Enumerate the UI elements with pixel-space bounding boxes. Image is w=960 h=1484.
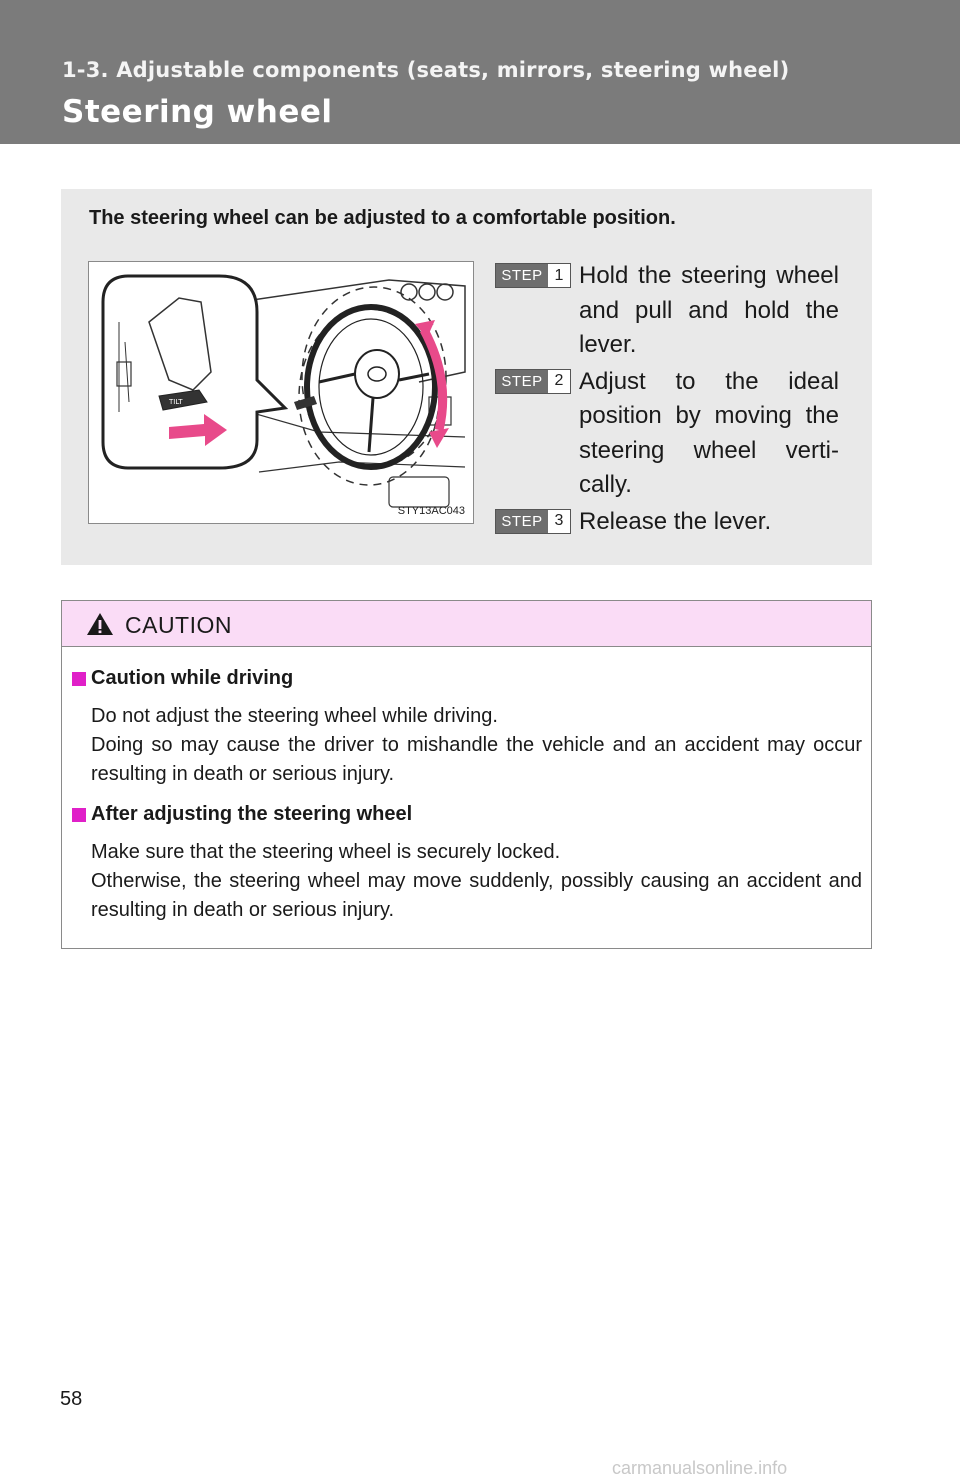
caution-item-text — [91, 838, 862, 925]
caution-item-heading — [72, 803, 862, 826]
step-badge-label: STEP — [496, 370, 548, 393]
step-badge-label: STEP — [496, 510, 548, 533]
caution-item-text — [91, 702, 862, 789]
caution-box — [61, 600, 872, 949]
step-badge — [495, 509, 571, 534]
caution-body — [62, 647, 871, 925]
caution-heading-text: After adjusting the steering wheel — [91, 803, 413, 825]
step-badge-number: 2 — [554, 372, 564, 389]
page-number: 58 — [60, 1388, 83, 1410]
caution-line: Make sure that the steering wheel is securely locked. — [91, 841, 561, 863]
step-item — [495, 505, 839, 540]
lever-label: TILT — [169, 398, 183, 406]
caution-heading-text: Caution while driving — [91, 667, 294, 689]
warning-icon — [86, 612, 114, 636]
step-badge — [495, 263, 571, 288]
step-item — [495, 365, 839, 503]
step-text: Hold the steering wheel and pull and hold the lever. — [579, 262, 839, 358]
intro-text: The steering wheel can be adjusted to a comfortable position. — [89, 207, 676, 229]
step-text: Release the lever. — [579, 507, 772, 535]
caution-line: Otherwise, the steering wheel may move suddenly, possibly causing an accident and resulting in death or serious injury. — [91, 870, 862, 921]
step-item — [495, 259, 839, 363]
caution-line: Do not adjust the steering wheel while driving. — [91, 705, 498, 727]
watermark: carmanualsonline.info — [612, 1458, 788, 1478]
step-badge — [495, 369, 571, 394]
section-title: 1-3. Adjustable components (seats, mirrors, steering wheel) — [62, 58, 790, 82]
page-header — [0, 0, 960, 144]
caution-item-heading — [72, 667, 862, 690]
bullet-square-icon — [72, 808, 86, 822]
steering-wheel-illustration — [88, 261, 474, 524]
caution-title: CAUTION — [125, 612, 232, 638]
figure-code: STY13AC043 — [397, 505, 465, 517]
bullet-square-icon — [72, 672, 86, 686]
caution-header — [62, 601, 871, 647]
step-badge-label: STEP — [496, 264, 548, 287]
step-badge-number: 1 — [554, 266, 564, 284]
step-list — [495, 259, 839, 541]
page-title: Steering wheel — [62, 94, 333, 130]
steering-wheel-drawing — [89, 262, 473, 523]
step-text: Adjust to the ideal position by moving the steering wheel verti-cally. — [579, 367, 839, 498]
step-badge-number: 3 — [554, 512, 564, 529]
caution-line: Doing so may cause the driver to mishandle the vehicle and an accident may occur resulting in death or serious injury. — [91, 734, 862, 785]
info-box — [61, 189, 872, 565]
